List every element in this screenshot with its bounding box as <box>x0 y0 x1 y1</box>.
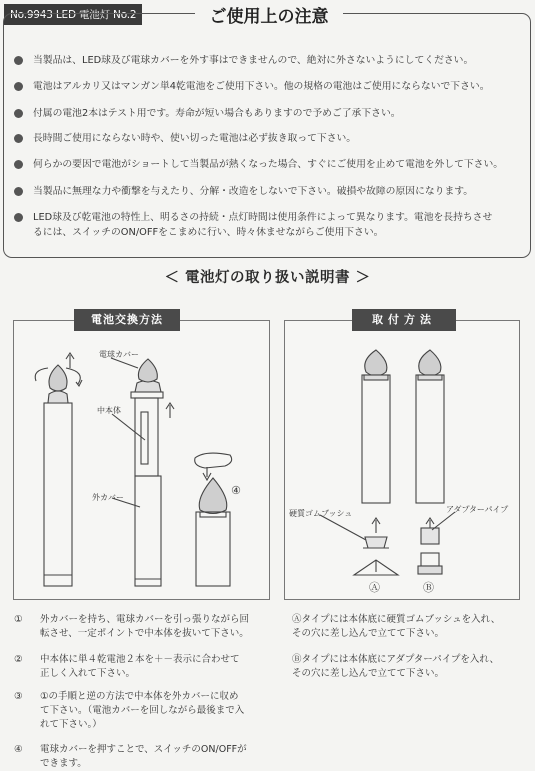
mount-step-text: Ⓐタイプには本体底に硬質ゴムブッシュを入れ、 <box>292 614 501 625</box>
candle-b <box>416 375 444 503</box>
bulb-cover-label: 電球カバー <box>99 350 139 359</box>
inner-body-label: 中本体 <box>97 406 121 415</box>
notice-text: 何らかの要因で電池がショートして当製品が熱くなった場合、すぐにご使用を止めて電池を外して下さい。 <box>33 159 504 170</box>
notice-text: 電池はアルカリ又はマンガン単4乾電池をご使用下さい。他の規格の電池はご使用にならないで下さい。 <box>33 81 490 92</box>
step4-marker: ④ <box>231 484 241 497</box>
step-number: ① <box>14 614 23 625</box>
notice-text: 当製品に無理な力や衝撃を与えたり、分解・改造をしないで下さい。破損や故障の原因になります。 <box>33 186 474 197</box>
flame-icon-b <box>419 350 441 376</box>
rubber-bush <box>365 537 387 548</box>
flame-icon-a <box>365 350 387 376</box>
type-a-marker: Ⓐ <box>369 581 380 594</box>
model-number-tag: No.9943 LED 電池灯 No.2 <box>4 4 142 25</box>
notice-text: 付属の電池2本はテスト用です。寿命が短い場合もありますので予めご了承下さい。 <box>33 108 401 119</box>
mount-step-text: Ⓑタイプには本体底にアダプターパイプを入れ、 <box>292 654 500 665</box>
adapter-pipe <box>421 528 439 544</box>
notice-text: 長時間ご使用にならない時や、使い切った電池は必ず抜き取って下さい。 <box>33 133 357 144</box>
notice-text: るには、スイッチのON/OFFをこまめに行い、時々休ませながらご使用下さい。 <box>33 227 384 238</box>
notice-text: 当製品は、LED球及び電球カバーを外す事はできませんので、絶対に外さないようにしてください。 <box>33 55 474 66</box>
step-number: ② <box>14 654 23 665</box>
step-text: 外カバーを持ち、電球カバーを引っ張りながら回 <box>40 614 250 625</box>
step-text: 正しく入れて下さい。 <box>40 668 136 679</box>
step-text: れて下さい。） <box>40 719 102 730</box>
candle-a <box>362 375 390 503</box>
outer-cover-label: 外カバー <box>92 493 124 502</box>
step-text: ①の手順と逆の方法で中本体を外カバーに収め <box>40 691 239 702</box>
mount-step-text: その穴に差し込んで立てて下さい。 <box>292 668 445 679</box>
notice-text: LED球及び乾電池の特性上、明るさの持続・点灯時間は使用条件によって異なります。電池を長持ちさせ <box>33 212 493 223</box>
notice-title: ご使用上の注意 <box>195 2 343 27</box>
step-text: 中本体に単４乾電池２本を＋－表示に合わせて <box>40 654 240 665</box>
type-b-marker: Ⓑ <box>423 581 434 594</box>
adapter-pipe-label: アダプターパイプ <box>446 505 509 514</box>
step-number: ④ <box>14 744 23 755</box>
step-text: できます。 <box>40 758 87 769</box>
step-text: 転させ、一定ポイントで中本体を抜いて下さい。 <box>40 628 249 639</box>
mount-step-text: その穴に差し込んで立てて下さい。 <box>292 628 445 639</box>
step-text: 電球カバーを押すことで、スイッチのON/OFFが <box>40 744 247 755</box>
step-text: て下さい。（電池カバーを回しながら最後まで入 <box>40 705 245 716</box>
mounting-label: 取付方法 <box>352 309 456 331</box>
step-number: ③ <box>14 691 23 702</box>
manual-title: ＜ 電池灯の取り扱い説明書 ＞ <box>164 270 371 286</box>
rubber-bush-label: 硬質ゴムブッシュ <box>289 509 353 518</box>
battery-replacement-label: 電池交換方法 <box>74 309 180 331</box>
